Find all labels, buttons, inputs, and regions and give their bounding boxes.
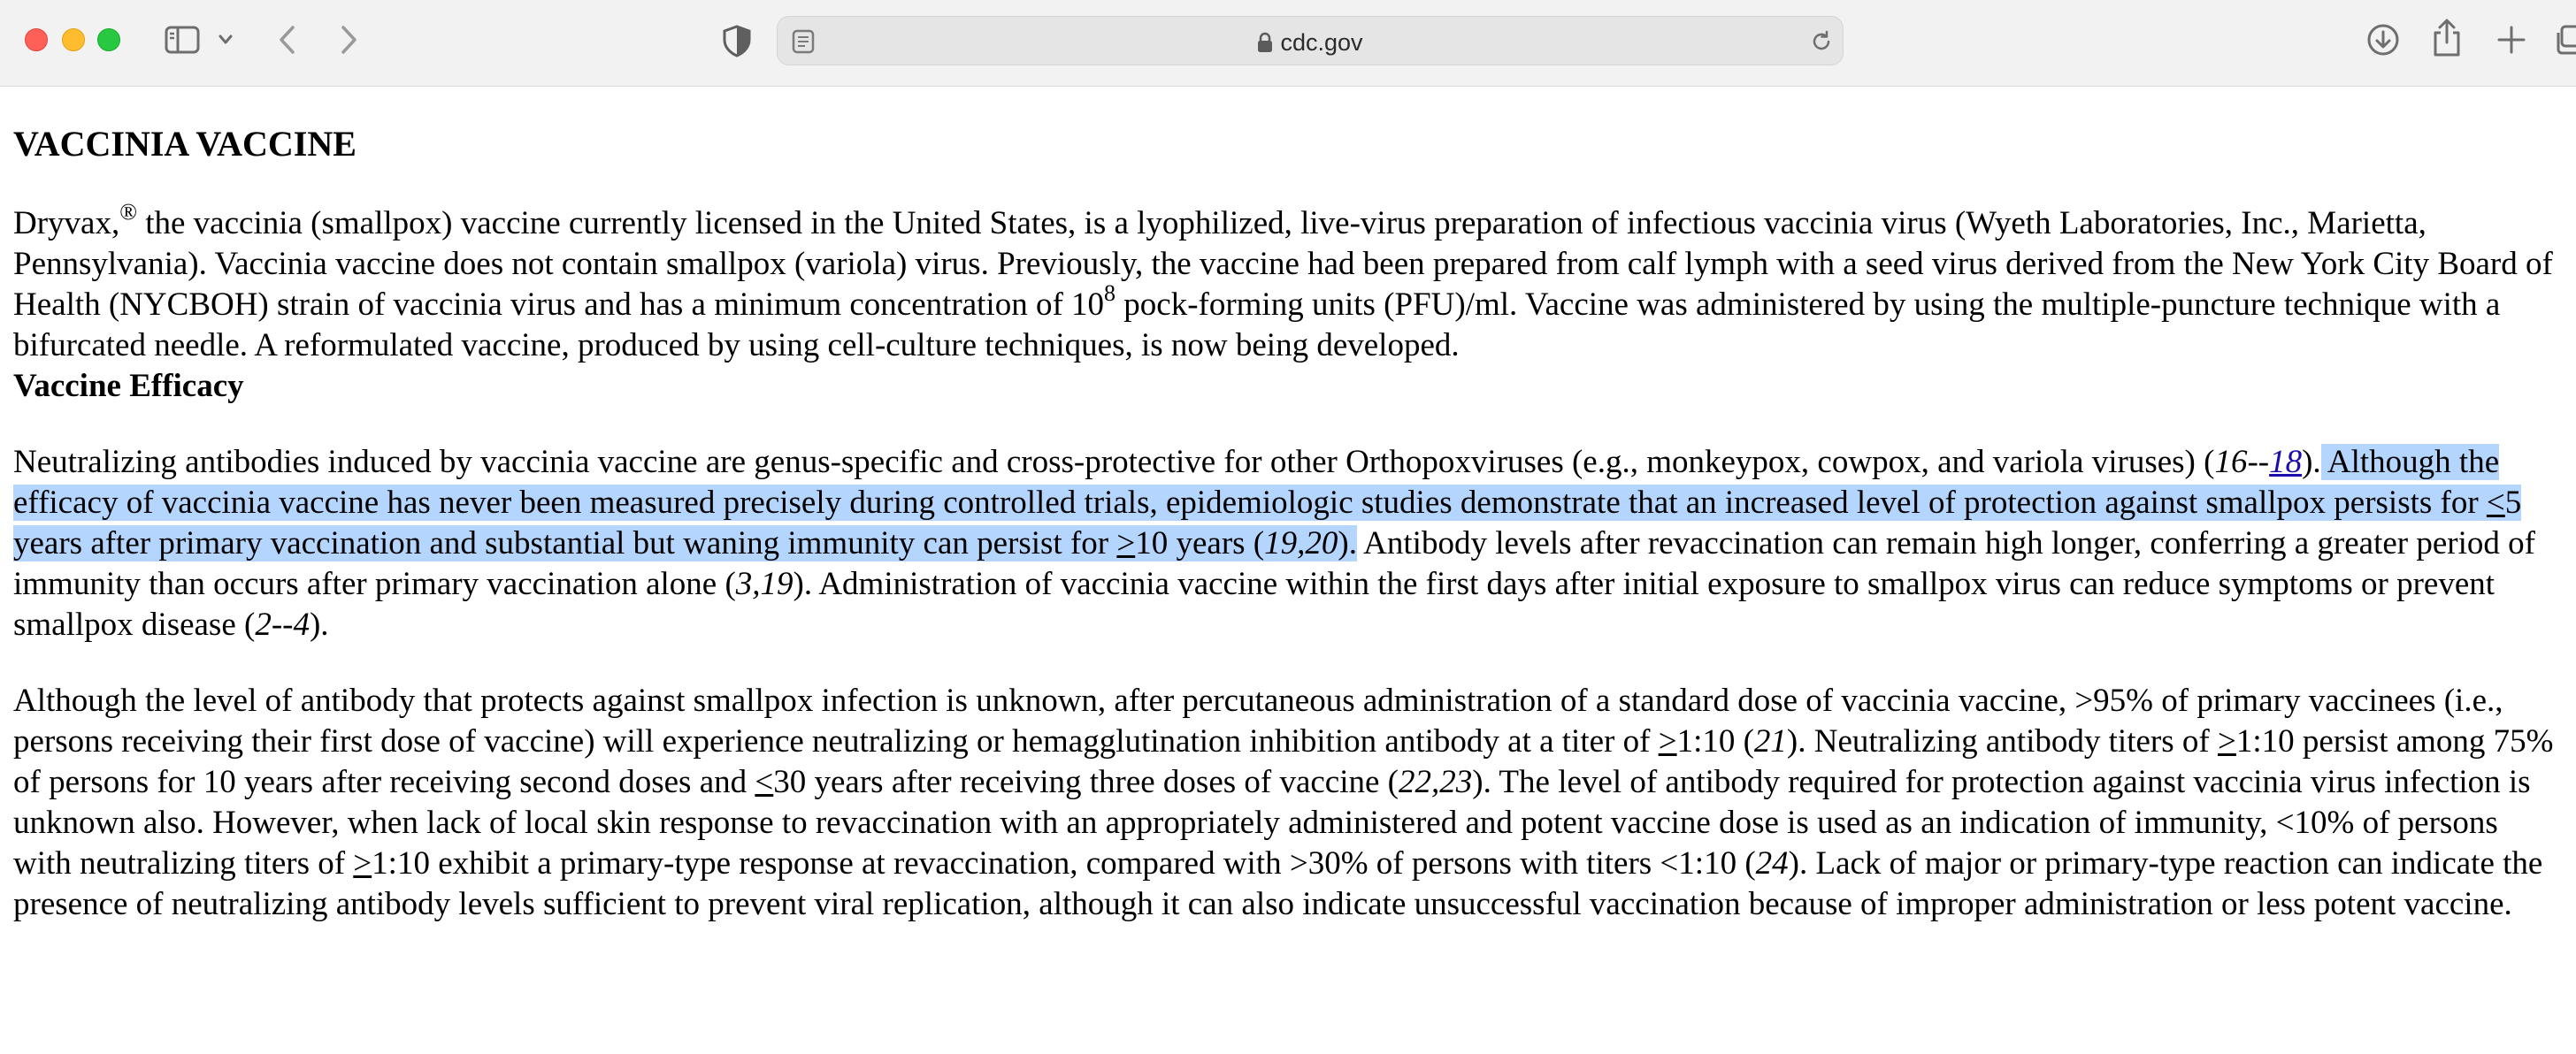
minimize-window-button[interactable] xyxy=(62,28,85,51)
url-display xyxy=(778,29,1843,57)
paragraph-dryvax: Dryvax,® the vaccinia (smallpox) vaccine currently licensed in the United States, is a lyophilized, live-virus preparation of infectious vaccinia virus (Wyeth Laboratories, Inc., Marietta, Pennsylvania). Vaccinia vaccine does not contain smallpox (variola) virus. Previously, the vaccine had been prepared from calf lymph with a seed virus derived from the New York City Board of Health (NYCBOH) strain of vaccinia virus and has a minimum concentration of $10^8$ pock-forming units (PFU)/ml. Vaccine was administered by using the multiple-puncture technique with a bifurcated needle. A reformulated vaccine, produced by using cell-culture techniques, is now being developed. xyxy=(13,199,2553,363)
citation: 24 xyxy=(1755,845,1789,882)
citation: 21 xyxy=(1753,723,1787,760)
paragraph-antibody-levels: Although the level of antibody that protects against smallpox infection is unknown, after percutaneous administration of a standard dose of vaccinia vaccine, >95% of primary vaccinees (i.e., persons receiving their first dose of vaccine) will experience neutralizing or hemagglutination inhibition antibody at a titer of >1:10 (21). Neutralizing antibody titers of >1:10 persist among 75% of persons for 10 years after receiving second doses and <30 years after receiving three doses of vaccine (22,23). The level of antibody required for protection against vaccinia virus infection is unknown also. However, when lack of local skin response to revaccination with an appropriately administered and potent vaccine dose is used as an indication of immunity, <10% of persons with neutralizing titers of >1:10 exhibit a primary-type response at revaccination, compared with >30% of persons with titers <1:10 (24). Lack of major or primary-type reaction can indicate the presence of neutralizing antibody levels sufficient to prevent viral replication, although it can also indicate unsuccessful vaccination because of improper administration or less potent vaccine. xyxy=(13,683,2554,922)
reload-icon[interactable] xyxy=(1809,29,1834,54)
sidebar-icon[interactable] xyxy=(165,25,200,55)
section-heading-efficacy: Vaccine Efficacy xyxy=(13,368,244,404)
citation: 2--4 xyxy=(255,607,310,643)
citation: 16- xyxy=(2214,444,2258,480)
paragraph-efficacy: Neutralizing antibodies induced by vaccinia vaccine are genus-specific and cross-protective for other Orthopoxviruses (e.g., monkeypox, cowpox, and variola viruses) (16--18). Although the efficacy of vaccinia vaccine has never been measured precisely during controlled trials, epidemiologic studies demonstrate that an increased level of protection against smallpox persists for <5 years after primary vaccination and substantial but waning immunity can persist for >10 years (19,20). Antibody levels after revaccination can remain high longer, conferring a greater period of immunity than occurs after primary vaccination alone (3,19). Administration of vaccinia vaccine within the first days after initial exposure to smallpox virus can reduce symptoms or prevent smallpox disease (2--4). xyxy=(13,444,2535,643)
article-content xyxy=(13,87,2561,925)
browser-toolbar xyxy=(0,0,2576,87)
close-window-button[interactable] xyxy=(25,28,48,51)
citation: 3,19 xyxy=(735,566,794,602)
chevron-down-icon[interactable] xyxy=(218,34,234,46)
selected-text: Although the efficacy of vaccinia vaccine has never been measured precisely during controlled trials, epidemiologic studies demonstrate that an increased level of protection against smallpox persists for <5 years after primary vaccination and substantial but waning immunity can persist for >10 years (19,20). xyxy=(13,444,2522,561)
new-tab-icon[interactable] xyxy=(2496,25,2526,55)
back-icon[interactable] xyxy=(276,23,297,57)
address-bar[interactable] xyxy=(777,16,1844,65)
citation: 22,23 xyxy=(1399,764,1473,800)
citation: 19,20 xyxy=(1264,525,1338,561)
share-icon[interactable] xyxy=(2431,18,2463,58)
url-text: cdc.gov xyxy=(1280,29,1363,56)
shield-icon[interactable] xyxy=(722,24,752,57)
lock-icon xyxy=(1257,32,1273,53)
citation-link[interactable]: 18 xyxy=(2269,444,2303,480)
download-icon[interactable] xyxy=(2365,22,2401,57)
tabs-icon[interactable] xyxy=(2557,23,2576,58)
zoom-window-button[interactable] xyxy=(97,28,120,51)
page-title: VACCINIA VACCINE xyxy=(13,124,356,164)
forward-icon[interactable] xyxy=(339,23,360,57)
